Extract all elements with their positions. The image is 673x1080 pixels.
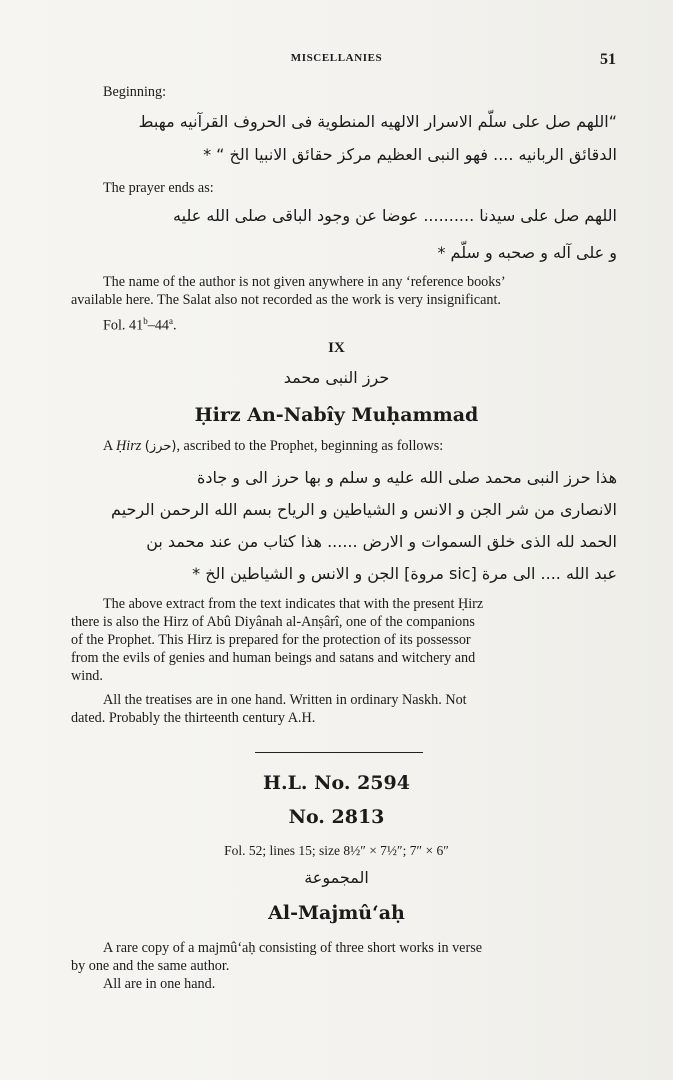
folio-reference: Fol. 41$^b$–44$^a$. bbox=[103, 316, 177, 334]
entry-title: Al-Majmû‘aḥ bbox=[268, 902, 405, 924]
prayer-end-label: The prayer ends as: bbox=[103, 180, 214, 196]
beginning-label: Beginning: bbox=[103, 84, 167, 100]
para1-line-5: wind. bbox=[71, 668, 103, 684]
page-number: 51 bbox=[600, 51, 616, 68]
arabic-prayer-end-line-1: اللهم صل على سيدنا .......... عوضا عن وجود الباقى صلى الله عليه bbox=[173, 206, 617, 225]
para1-line-2: there is also the Hirz of Abû Diyânah al-Anṣârî, one of the companions bbox=[71, 614, 475, 630]
author-note-line-2: available here. The Salat also not recorded as the work is very insignificant. bbox=[71, 292, 501, 308]
author-note-line-1: The name of the author is not given anywhere in any ‘reference books’ bbox=[103, 274, 506, 290]
description-line-2: by one and the same author. bbox=[71, 958, 230, 974]
para1-line-1: The above extract from the text indicates that with the present Ḥirz bbox=[103, 596, 484, 612]
section-intro: A Ḥirz (حرز), ascribed to the Prophet, beginning as follows: bbox=[103, 438, 444, 454]
para2-line-2: dated. Probably the thirteenth century A.H. bbox=[71, 710, 316, 726]
para1-line-3: of the Prophet. This Hirz is prepared for the protection of its possessor bbox=[71, 632, 471, 648]
arabic-extract-line-3: الحمد لله الذى خلق السموات و الارض ...... هذا كتاب من عند محمد بن bbox=[146, 532, 617, 551]
folio-info: Fol. 52; lines 15; size 8½″ × 7½″; 7″ × 6″ bbox=[224, 843, 449, 858]
arabic-beginning-line-1: “اللهم صل على سلّم الاسرار الالهيه المنطوية فى الحروف القرآنيه مهبط bbox=[138, 112, 617, 131]
arabic-beginning-line-2: الدقائق الربانيه .... فهو النبى العظيم مركز حقائق الانبيا الخ “ * bbox=[203, 145, 617, 164]
arabic-extract-line-1: هذا حرز النبى محمد صلى الله عليه و سلم و بها حرز الى و جادة bbox=[196, 468, 617, 487]
section-divider bbox=[255, 752, 423, 753]
arabic-extract-line-4: عبد الله .... الى مرة [sic مروة] الجن و الانس و الشياطين الخ * bbox=[192, 564, 617, 583]
section-numeral: IX bbox=[328, 340, 345, 356]
section-arabic-title: حرز النبى محمد bbox=[283, 368, 390, 387]
section-title: Ḥirz An-Nabîy Muḥammad bbox=[194, 404, 479, 426]
arabic-prayer-end-line-2: و على آله و صحبه و سلّم * bbox=[437, 243, 617, 262]
description-line-1: A rare copy of a majmû‘aḥ consisting of three short works in verse bbox=[103, 940, 483, 956]
running-header: MISCELLANIES bbox=[290, 52, 383, 64]
para2-line-1: All the treatises are in one hand. Written in ordinary Naskh. Not bbox=[103, 692, 467, 708]
entry-arabic-title: المجموعة bbox=[304, 868, 369, 887]
para1-line-4: from the evils of genies and human beings and satans and witchery and bbox=[71, 650, 476, 666]
hl-number: H.L. No. 2594 bbox=[263, 772, 410, 794]
entry-number: No. 2813 bbox=[288, 806, 385, 828]
arabic-extract-line-2: الانصارى من شر الجن و الانس و الشياطين و الرياح بسم الله الرحمن الرحيم bbox=[111, 500, 617, 519]
entry-note: All are in one hand. bbox=[103, 976, 216, 992]
